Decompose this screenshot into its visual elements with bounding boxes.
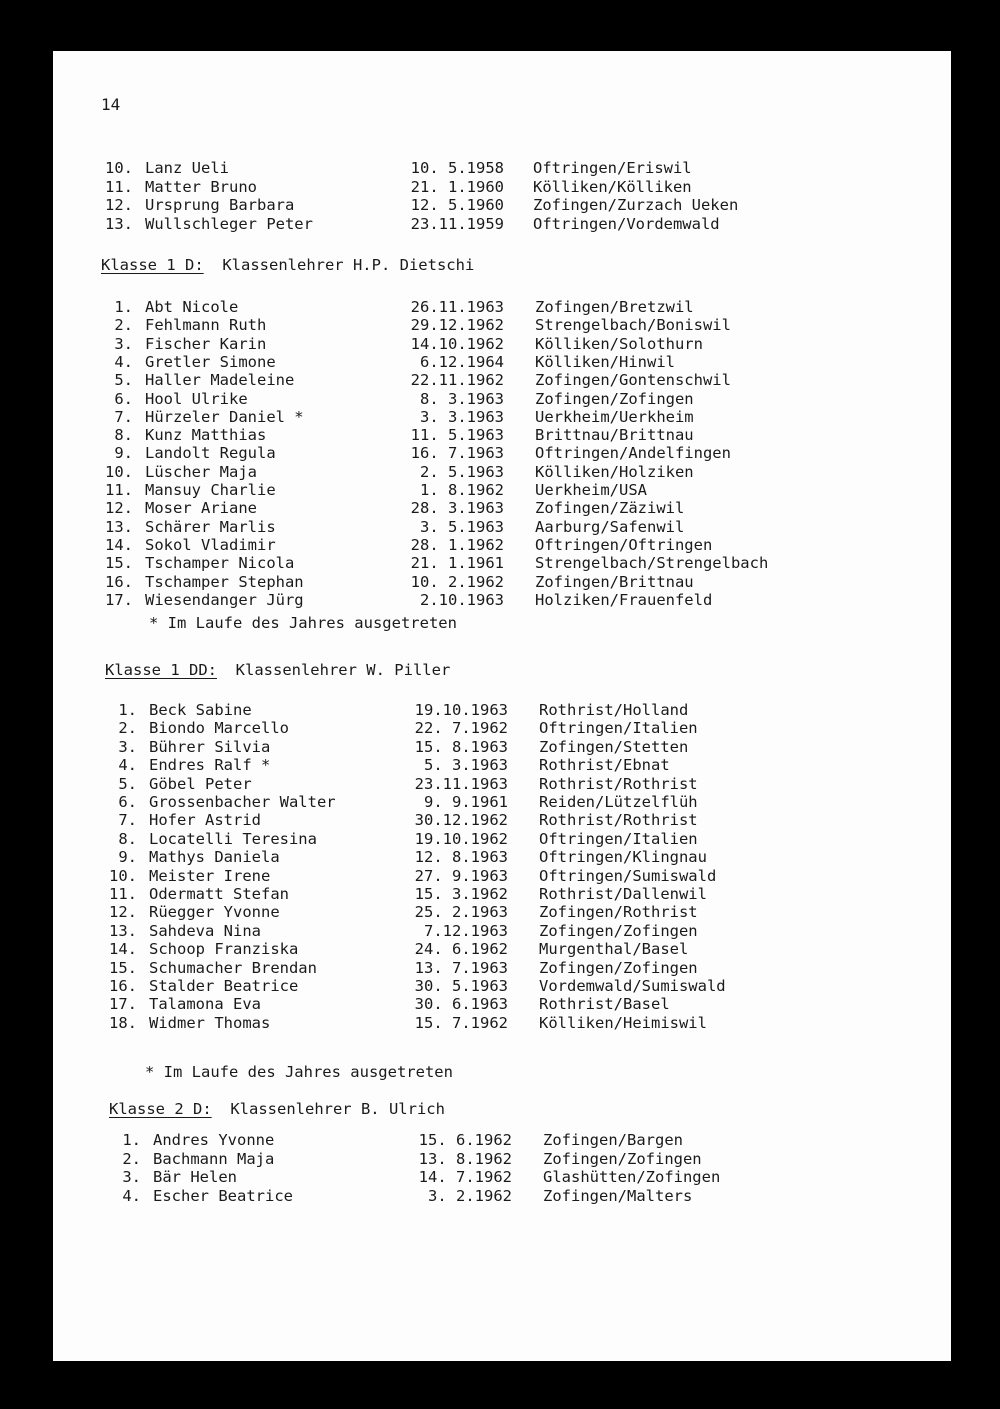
student-number: 12.	[105, 196, 133, 214]
student-name: Bührer Silvia	[149, 738, 271, 756]
student-row	[105, 830, 905, 849]
place-of-origin: Zofingen/Malters	[543, 1187, 693, 1205]
student-name: Schärer Marlis	[145, 518, 276, 536]
student-name: Moser Ariane	[145, 499, 257, 517]
student-row	[105, 738, 905, 757]
place-of-origin: Oftringen/Oftringen	[535, 536, 713, 554]
student-name: Lüscher Maja	[145, 463, 257, 481]
student-name: Hofer Astrid	[149, 811, 261, 829]
birth-date: 21. 1.1961	[410, 554, 504, 572]
student-name: Grossenbacher Walter	[149, 793, 336, 811]
student-name: Bachmann Maja	[153, 1150, 275, 1168]
student-number: 1.	[118, 701, 137, 719]
place-of-origin: Aarburg/Safenwil	[535, 518, 685, 536]
student-name: Tschamper Nicola	[145, 554, 295, 572]
student-name: Mathys Daniela	[149, 848, 280, 866]
student-name: Odermatt Stefan	[149, 885, 289, 903]
student-row	[101, 215, 901, 234]
place-of-origin: Rothrist/Basel	[539, 995, 670, 1013]
birth-date: 29.12.1962	[410, 316, 504, 334]
birth-date: 26.11.1963	[410, 298, 504, 316]
student-row	[105, 811, 905, 830]
student-number: 18.	[109, 1014, 137, 1032]
place-of-origin: Oftringen/Klingnau	[539, 848, 707, 866]
student-name: Talamona Eva	[149, 995, 261, 1013]
student-row	[101, 444, 901, 463]
student-number: 15.	[109, 959, 137, 977]
birth-date: 15. 7.1962	[414, 1014, 508, 1032]
birth-date: 12. 5.1960	[410, 196, 504, 214]
place-of-origin: Rothrist/Ebnat	[539, 756, 670, 774]
student-name: Mansuy Charlie	[145, 481, 276, 499]
student-row	[101, 518, 901, 537]
page-number: 14	[101, 95, 121, 114]
student-number: 16.	[105, 573, 133, 591]
place-of-origin: Zofingen/Zofingen	[535, 390, 694, 408]
student-row	[101, 371, 901, 390]
student-row	[101, 499, 901, 518]
birth-date: 19.10.1963	[414, 701, 508, 719]
place-of-origin: Reiden/Lützelflüh	[539, 793, 698, 811]
birth-date: 28. 3.1963	[410, 499, 504, 517]
place-of-origin: Zofingen/Zofingen	[539, 959, 698, 977]
birth-date: 23.11.1963	[414, 775, 508, 793]
student-row	[101, 554, 901, 573]
birth-date: 10. 5.1958	[410, 159, 504, 177]
student-name: Sahdeva Nina	[149, 922, 261, 940]
student-number: 13.	[109, 922, 137, 940]
student-row	[105, 793, 905, 812]
birth-date: 22. 7.1962	[414, 719, 508, 737]
birth-date: 12. 8.1963	[414, 848, 508, 866]
student-name: Schumacher Brendan	[149, 959, 317, 977]
student-number: 4.	[122, 1187, 141, 1205]
student-name: Stalder Beatrice	[149, 977, 299, 995]
student-number: 1.	[114, 298, 133, 316]
birth-date: 23.11.1959	[410, 215, 504, 233]
student-row	[101, 390, 901, 409]
birth-date: 5. 3.1963	[424, 756, 508, 774]
student-name: Landolt Regula	[145, 444, 276, 462]
student-name: Locatelli Teresina	[149, 830, 317, 848]
place-of-origin: Kölliken/Holziken	[535, 463, 694, 481]
place-of-origin: Uerkheim/Uerkheim	[535, 408, 694, 426]
place-of-origin: Oftringen/Andelfingen	[535, 444, 731, 462]
student-row	[109, 1168, 909, 1187]
place-of-origin: Rothrist/Rothrist	[539, 811, 698, 829]
student-number: 3.	[114, 335, 133, 353]
student-name: Bär Helen	[153, 1168, 237, 1186]
birth-date: 19.10.1962	[414, 830, 508, 848]
student-row	[105, 701, 905, 720]
birth-date: 3. 5.1963	[420, 518, 504, 536]
student-name: Ursprung Barbara	[145, 196, 295, 214]
student-number: 7.	[118, 811, 137, 829]
footnote: * Im Laufe des Jahres ausgetreten	[149, 614, 457, 632]
student-number: 5.	[118, 775, 137, 793]
birth-date: 13. 8.1962	[418, 1150, 512, 1168]
student-number: 11.	[105, 481, 133, 499]
birth-date: 14. 7.1962	[418, 1168, 512, 1186]
student-number: 2.	[114, 316, 133, 334]
birth-date: 7.12.1963	[424, 922, 508, 940]
birth-date: 11. 5.1963	[410, 426, 504, 444]
birth-date: 14.10.1962	[410, 335, 504, 353]
student-row	[109, 1131, 909, 1150]
student-number: 7.	[114, 408, 133, 426]
student-number: 6.	[114, 390, 133, 408]
birth-date: 30.12.1962	[414, 811, 508, 829]
birth-date: 8. 3.1963	[420, 390, 504, 408]
birth-date: 13. 7.1963	[414, 959, 508, 977]
student-row	[101, 536, 901, 555]
birth-date: 22.11.1962	[410, 371, 504, 389]
student-row	[109, 1187, 909, 1206]
student-row	[105, 903, 905, 922]
place-of-origin: Zofingen/Zurzach Ueken	[533, 196, 739, 214]
student-row	[105, 719, 905, 738]
footnote: * Im Laufe des Jahres ausgetreten	[145, 1063, 453, 1081]
student-name: Lanz Ueli	[145, 159, 229, 177]
student-row	[101, 353, 901, 372]
place-of-origin: Glashütten/Zofingen	[543, 1168, 721, 1186]
class-teacher: Klassenlehrer H.P. Dietschi	[222, 256, 475, 274]
student-number: 3.	[118, 738, 137, 756]
student-row	[101, 196, 901, 215]
student-name: Gretler Simone	[145, 353, 276, 371]
class-heading	[101, 256, 474, 275]
student-row	[105, 867, 905, 886]
student-name: Schoop Franziska	[149, 940, 299, 958]
place-of-origin: Zofingen/Zäziwil	[535, 499, 685, 517]
place-of-origin: Oftringen/Italien	[539, 719, 698, 737]
place-of-origin: Zofingen/Bargen	[543, 1131, 683, 1149]
student-name: Hürzeler Daniel *	[145, 408, 304, 426]
class-teacher: Klassenlehrer W. Piller	[235, 661, 451, 679]
birth-date: 21. 1.1960	[410, 178, 504, 196]
student-number: 6.	[118, 793, 137, 811]
birth-date: 25. 2.1963	[414, 903, 508, 921]
class-label: Klasse 1 D:	[101, 256, 204, 274]
place-of-origin: Rothrist/Dallenwil	[539, 885, 707, 903]
birth-date: 30. 6.1963	[414, 995, 508, 1013]
place-of-origin: Zofingen/Zofingen	[543, 1150, 702, 1168]
birth-date: 24. 6.1962	[414, 940, 508, 958]
student-name: Kunz Matthias	[145, 426, 267, 444]
class-heading	[105, 661, 450, 680]
student-number: 11.	[109, 885, 137, 903]
student-number: 1.	[122, 1131, 141, 1149]
place-of-origin: Uerkheim/USA	[535, 481, 647, 499]
birth-date: 6.12.1964	[420, 353, 504, 371]
student-number: 10.	[109, 867, 137, 885]
birth-date: 3. 2.1962	[428, 1187, 512, 1205]
student-name: Endres Ralf *	[149, 756, 271, 774]
student-number: 4.	[114, 353, 133, 371]
place-of-origin: Brittnau/Brittnau	[535, 426, 694, 444]
student-row	[105, 940, 905, 959]
student-row	[101, 591, 901, 610]
class-heading	[109, 1100, 445, 1119]
student-row	[101, 335, 901, 354]
student-name: Beck Sabine	[149, 701, 252, 719]
student-row	[101, 298, 901, 317]
birth-date: 10. 2.1962	[410, 573, 504, 591]
student-name: Wiesendanger Jürg	[145, 591, 304, 609]
document-page	[53, 51, 951, 1361]
birth-date: 30. 5.1963	[414, 977, 508, 995]
birth-date: 15. 3.1962	[414, 885, 508, 903]
place-of-origin: Strengelbach/Strengelbach	[535, 554, 769, 572]
student-name: Haller Madeleine	[145, 371, 295, 389]
student-number: 16.	[109, 977, 137, 995]
place-of-origin: Zofingen/Gontenschwil	[535, 371, 731, 389]
student-name: Tschamper Stephan	[145, 573, 304, 591]
place-of-origin: Kölliken/Hinwil	[535, 353, 675, 371]
student-row	[105, 959, 905, 978]
student-number: 9.	[114, 444, 133, 462]
student-name: Andres Yvonne	[153, 1131, 275, 1149]
birth-date: 16. 7.1963	[410, 444, 504, 462]
place-of-origin: Kölliken/Solothurn	[535, 335, 703, 353]
place-of-origin: Oftringen/Sumiswald	[539, 867, 717, 885]
student-number: 12.	[105, 499, 133, 517]
student-row	[105, 775, 905, 794]
birth-date: 2. 5.1963	[420, 463, 504, 481]
student-row	[101, 573, 901, 592]
student-row	[101, 463, 901, 482]
student-row	[105, 885, 905, 904]
place-of-origin: Zofingen/Brittnau	[535, 573, 694, 591]
student-name: Biondo Marcello	[149, 719, 289, 737]
student-row	[105, 756, 905, 775]
student-number: 17.	[105, 591, 133, 609]
student-row	[105, 1014, 905, 1033]
student-name: Abt Nicole	[145, 298, 239, 316]
place-of-origin: Kölliken/Heimiswil	[539, 1014, 707, 1032]
student-name: Fischer Karin	[145, 335, 267, 353]
place-of-origin: Oftringen/Vordemwald	[533, 215, 720, 233]
student-row	[101, 178, 901, 197]
student-number: 15.	[105, 554, 133, 572]
student-number: 10.	[105, 463, 133, 481]
birth-date: 28. 1.1962	[410, 536, 504, 554]
place-of-origin: Strengelbach/Boniswil	[535, 316, 731, 334]
student-name: Meister Irene	[149, 867, 271, 885]
birth-date: 1. 8.1962	[420, 481, 504, 499]
student-number: 11.	[105, 178, 133, 196]
birth-date: 9. 9.1961	[424, 793, 508, 811]
student-row	[105, 848, 905, 867]
place-of-origin: Zofingen/Stetten	[539, 738, 689, 756]
birth-date: 2.10.1963	[420, 591, 504, 609]
student-name: Rüegger Yvonne	[149, 903, 280, 921]
place-of-origin: Kölliken/Kölliken	[533, 178, 692, 196]
place-of-origin: Oftringen/Eriswil	[533, 159, 692, 177]
place-of-origin: Zofingen/Rothrist	[539, 903, 698, 921]
student-name: Matter Bruno	[145, 178, 257, 196]
place-of-origin: Zofingen/Zofingen	[539, 922, 698, 940]
student-row	[109, 1150, 909, 1169]
birth-date: 15. 8.1963	[414, 738, 508, 756]
student-number: 13.	[105, 518, 133, 536]
student-number: 3.	[122, 1168, 141, 1186]
birth-date: 27. 9.1963	[414, 867, 508, 885]
place-of-origin: Vordemwald/Sumiswald	[539, 977, 726, 995]
student-number: 13.	[105, 215, 133, 233]
student-number: 17.	[109, 995, 137, 1013]
student-name: Hool Ulrike	[145, 390, 248, 408]
student-number: 14.	[109, 940, 137, 958]
student-number: 9.	[118, 848, 137, 866]
student-row	[101, 316, 901, 335]
student-row	[101, 481, 901, 500]
class-label: Klasse 1 DD:	[105, 661, 217, 679]
student-name: Sokol Vladimir	[145, 536, 276, 554]
student-number: 4.	[118, 756, 137, 774]
birth-date: 15. 6.1962	[418, 1131, 512, 1149]
place-of-origin: Rothrist/Holland	[539, 701, 689, 719]
class-label: Klasse 2 D:	[109, 1100, 212, 1118]
student-number: 2.	[118, 719, 137, 737]
student-name: Widmer Thomas	[149, 1014, 271, 1032]
student-name: Wullschleger Peter	[145, 215, 313, 233]
student-name: Göbel Peter	[149, 775, 252, 793]
student-number: 5.	[114, 371, 133, 389]
class-teacher: Klassenlehrer B. Ulrich	[230, 1100, 445, 1118]
student-row	[101, 159, 901, 178]
student-number: 8.	[114, 426, 133, 444]
student-row	[105, 977, 905, 996]
student-number: 14.	[105, 536, 133, 554]
birth-date: 3. 3.1963	[420, 408, 504, 426]
student-row	[101, 408, 901, 427]
place-of-origin: Murgenthal/Basel	[539, 940, 689, 958]
student-row	[105, 995, 905, 1014]
student-number: 8.	[118, 830, 137, 848]
student-number: 2.	[122, 1150, 141, 1168]
student-number: 10.	[105, 159, 133, 177]
place-of-origin: Zofingen/Bretzwil	[535, 298, 694, 316]
student-row	[105, 922, 905, 941]
student-name: Fehlmann Ruth	[145, 316, 267, 334]
place-of-origin: Oftringen/Italien	[539, 830, 698, 848]
student-number: 12.	[109, 903, 137, 921]
place-of-origin: Rothrist/Rothrist	[539, 775, 698, 793]
place-of-origin: Holziken/Frauenfeld	[535, 591, 713, 609]
student-name: Escher Beatrice	[153, 1187, 293, 1205]
student-row	[101, 426, 901, 445]
